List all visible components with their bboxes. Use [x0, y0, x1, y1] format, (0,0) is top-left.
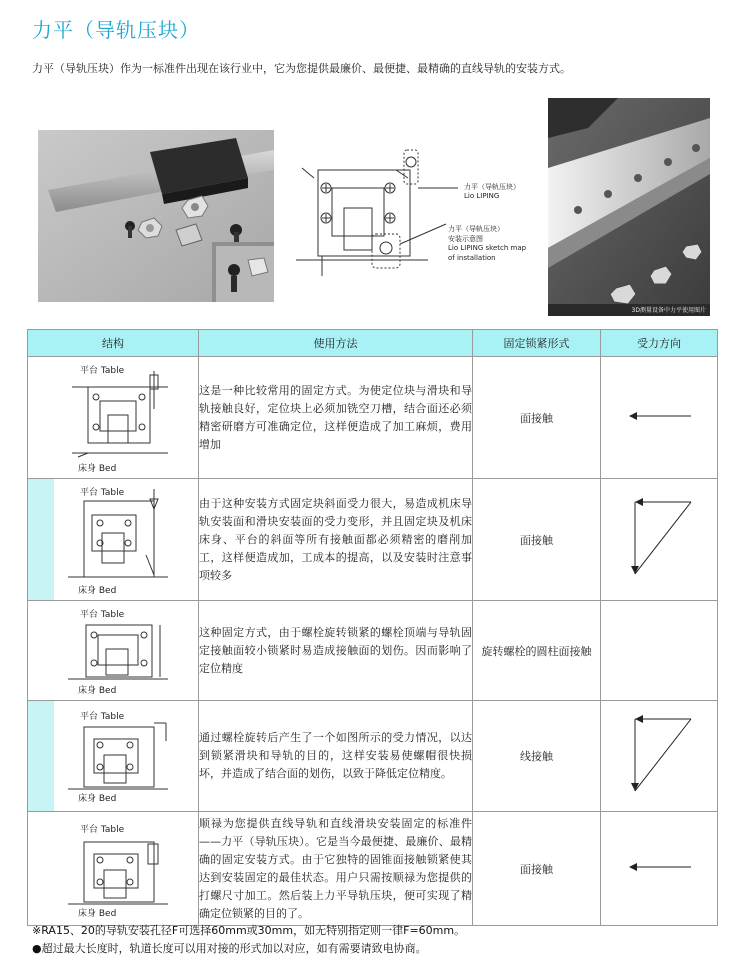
bed-label: 床身 Bed: [78, 464, 117, 474]
structure-cell: [28, 601, 199, 701]
header-fixing: 固定锁紧形式: [473, 330, 601, 357]
fixing-cell: 面接触: [473, 357, 601, 479]
force-arrow-icon: [601, 852, 718, 882]
header-force: 受力方向: [601, 330, 718, 357]
structure-cell: [28, 701, 199, 812]
table-label: 平台 Table: [80, 366, 125, 376]
table-row: [28, 479, 718, 601]
diagram-sub-cn: 力平（导轨压块）: [448, 225, 504, 233]
structure-cell: [28, 812, 199, 926]
bed-label: 床身 Bed: [78, 794, 117, 804]
force-cell: [601, 601, 718, 701]
machine-photo: [548, 98, 710, 316]
fixing-cell: 面接触: [473, 479, 601, 601]
bed-label: 床身 Bed: [78, 686, 117, 696]
force-arrow-icon: [601, 401, 718, 431]
installation-diagram: [296, 148, 532, 280]
installation-table: [27, 329, 718, 926]
force-cell: [601, 479, 718, 601]
page-title: 力平（导轨压块）: [32, 18, 200, 42]
table-row: [28, 701, 718, 812]
force-cell: [601, 812, 718, 926]
diagram-sub2-cn: 安装示意图: [448, 235, 483, 243]
usage-cell: 这是一种比较常用的固定方式。为使定位块与滑块和导轨接触良好，定位块上必须加铣空刀槽，结合面还必须精密研磨方可准确定位，这样便造成了加工麻烦，费用增加: [199, 357, 473, 479]
usage-cell: 顺禄为您提供直线导轨和直线滑块安装固定的标准件——力平（导轨压块）。它是当今最便捷、最廉价、最精确的固定安装方式。由于它独特的固锥面接触锁紧使其达到安装固定的最佳状态。用户只需按顺禄为您提供的打螺尺寸加工。然后装上力平导轨压块，便可实现了精确定位锁紧的目的了。: [199, 812, 473, 926]
footnote-max-length: ●超过最大长度时，轨道长度可以用对接的形式加以对应，如有需要请致电协商。: [32, 942, 427, 955]
fixing-cell: 线接触: [473, 701, 601, 812]
rail-photo: [38, 130, 274, 302]
structure-drawing: [28, 601, 199, 700]
footnote-hole-diameter: ※RA15、20的导轨安装孔径F可选择60mm或30mm，如无特别指定则一律F=60mm。: [32, 924, 466, 937]
usage-cell: 这种固定方式，由于螺栓旋转锁紧的螺栓顶端与导轨固定接触面较小锁紧时易造成接触面的划伤。因而影响了定位精度: [199, 601, 473, 701]
diagram-sub-en2: of installation: [448, 254, 496, 262]
diagram-label-en: Lio LIPING: [464, 192, 500, 200]
table-row: [28, 601, 718, 701]
fixing-cell: 旋转螺栓的圆柱面接触: [473, 601, 601, 701]
structure-drawing: [28, 812, 199, 925]
diagram-label-cn: 力平（导轨压块）: [464, 183, 520, 191]
usage-cell: 通过螺栓旋转后产生了一个如图所示的受力情况，以达到锁紧滑块和导轨的目的，这样安装易使螺帽很快损坏，并造成了结合面的划伤，以致于降低定位精度。: [199, 701, 473, 812]
force-triangle-icon: [601, 715, 718, 795]
fixing-cell: 面接触: [473, 812, 601, 926]
structure-drawing: [28, 701, 199, 811]
header-usage: 使用方法: [199, 330, 473, 357]
force-cell: [601, 357, 718, 479]
header-structure: 结构: [28, 330, 199, 357]
force-triangle-icon: [601, 498, 718, 578]
usage-cell: 由于这种安装方式固定块斜面受力很大，易造成机床导轨安装面和滑块安装面的受力变形，并且固定块及机床床身、平台的斜面等所有接触面都必须精密的磨削加工，这样便造成加，工成本的提高，以及安装时注意事项较多: [199, 479, 473, 601]
bed-label: 床身 Bed: [78, 586, 117, 596]
table-label: 平台 Table: [80, 488, 125, 498]
table-row: [28, 812, 718, 926]
diagram-sub-en: Lio LIPING sketch map: [448, 244, 527, 252]
table-label: 平台 Table: [80, 825, 125, 835]
structure-cell: [28, 357, 199, 479]
table-label: 平台 Table: [80, 610, 125, 620]
photo2-caption: 3D测量设备中力平使用图片: [631, 307, 706, 314]
table-label: 平台 Table: [80, 712, 125, 722]
table-header-row: [28, 330, 718, 357]
structure-drawing: [28, 357, 199, 478]
structure-drawing: [28, 479, 199, 600]
intro-text: 力平（导轨压块）作为一标准件出现在该行业中，它为您提供最廉价、最便捷、最精确的直线导轨的安装方式。: [32, 62, 571, 75]
force-cell: [601, 701, 718, 812]
bed-label: 床身 Bed: [78, 909, 117, 919]
structure-cell: [28, 479, 199, 601]
table-row: [28, 357, 718, 479]
